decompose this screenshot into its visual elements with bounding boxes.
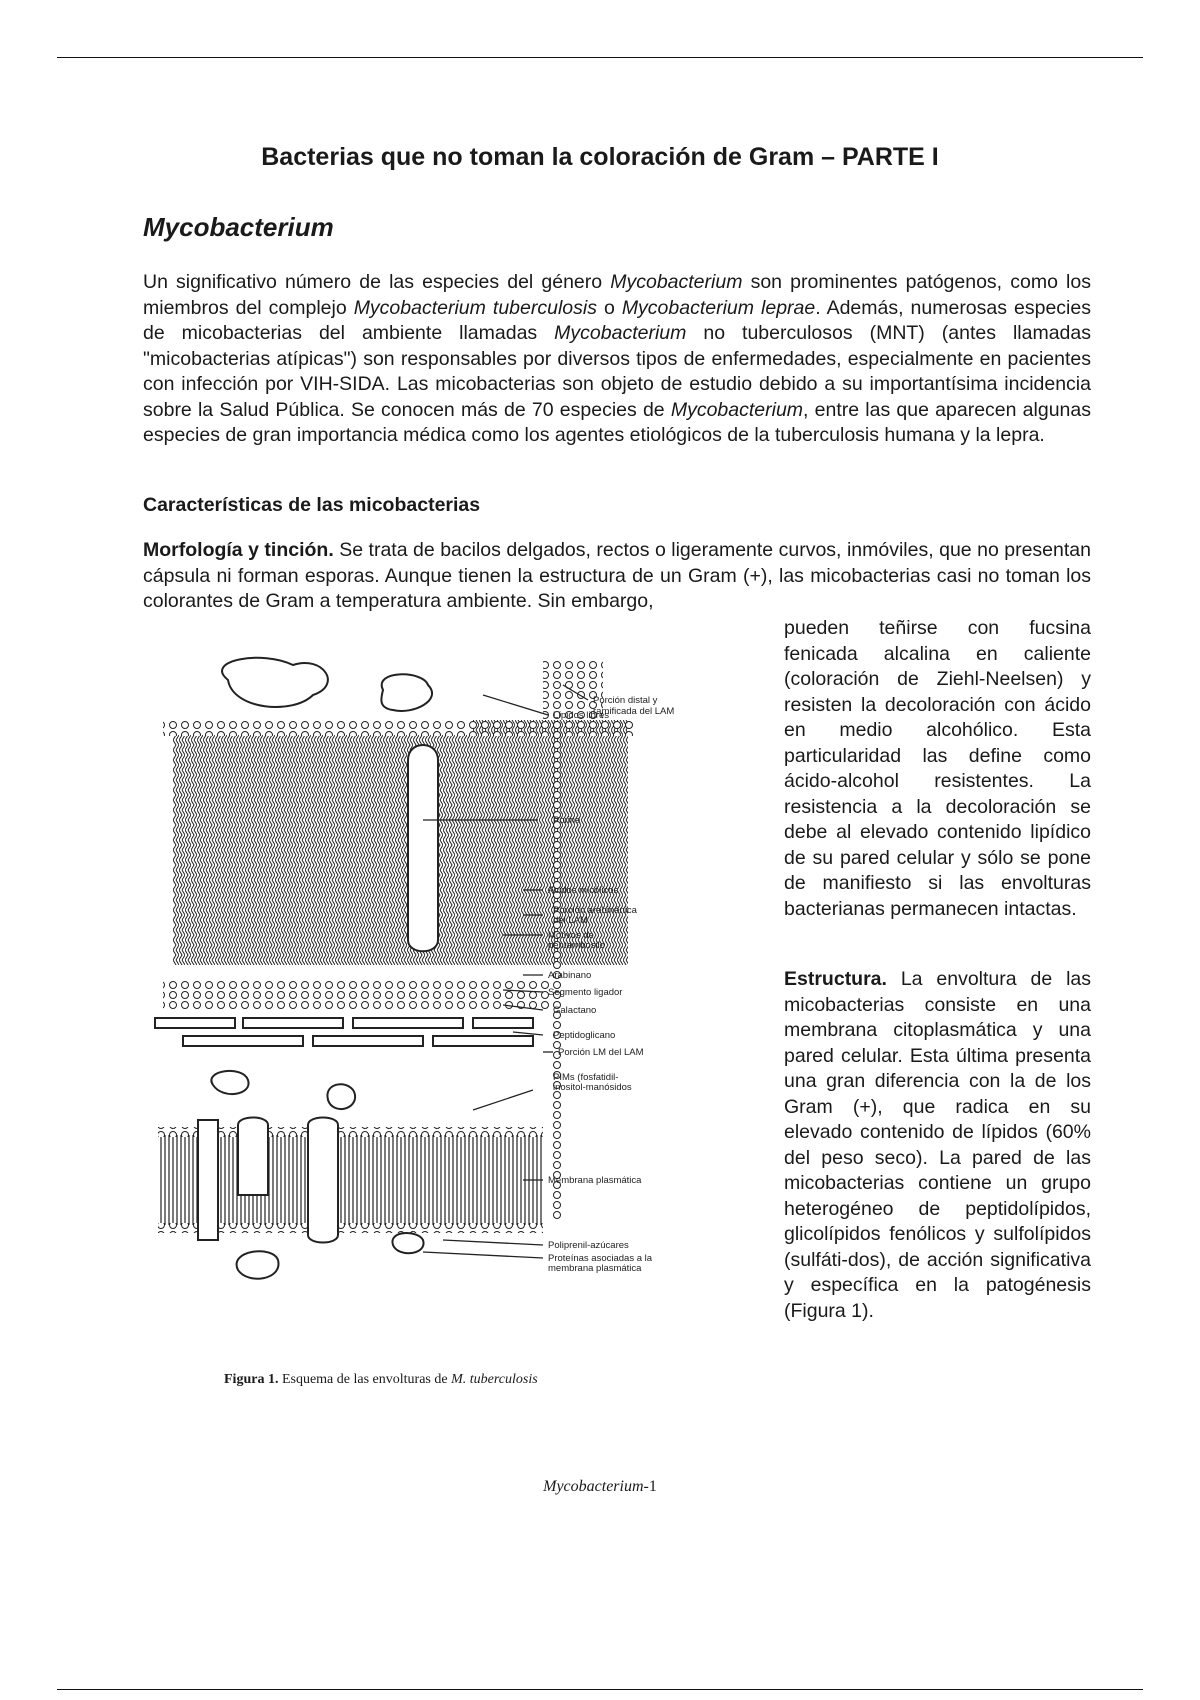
- estructura-paragraph: Estructura. La envoltura de las micobacterias consiste en una membrana citoplasmática y una pared celular. Esta última presenta una gran diferencia con la de los Gram (+), que radica en su elevado contenido de lípidos (60% del peso seco). La pared de las micobacterias contiene un grupo heterogéneo de peptidolípidos, glicolípidos fenólicos y sulfolípidos (sulfáti-dos), de acción significativa y específica en la patogénesis (Figura 1).: [784, 968, 1091, 1322]
- label-acidos: Acidos micólicos: [548, 885, 619, 896]
- bottom-rule: [57, 1689, 1143, 1690]
- page-title: Bacterias que no toman la coloración de Gram – PARTE I: [261, 143, 939, 171]
- label-poliprenil: Poliprenil-azúcares: [548, 1240, 629, 1251]
- section-heading: Mycobacterium: [143, 212, 334, 242]
- label-arabinanica-2: del LAM: [553, 915, 588, 926]
- cell-envelope-figure: [143, 640, 753, 1350]
- label-galactano: Galactano: [553, 1005, 597, 1016]
- page-number: Mycobacterium-1: [543, 1478, 657, 1495]
- subheading: Características de las micobacterias: [143, 494, 481, 516]
- label-segmento: Segmento ligador: [548, 987, 623, 998]
- morfologia-paragraph: Morfología y tinción. Se trata de bacilos delgados, rectos o ligeramente curvos, inmóviles, que no presentan cápsula ni forman esporas. Aunque tienen la estructura de un Gram (+), las micobacterias casi no toman los colorantes de Gram a temperatura ambiente. Sin embargo,: [143, 539, 1091, 612]
- label-motivos: Motivos de: [548, 930, 594, 941]
- label-proteinas-2: membrana plasmática: [548, 1263, 642, 1274]
- label-lam-distal: Porción distal y: [593, 695, 658, 706]
- label-pims-2: inositol-manósidos: [553, 1082, 632, 1093]
- label-arabinanica: Porción arabinánica: [553, 905, 637, 916]
- peptidoglycan-layer: [155, 1018, 533, 1046]
- label-proteinas: Proteínas asociadas a la: [548, 1253, 653, 1264]
- label-motivos-2: pentarribosilo: [548, 940, 606, 951]
- label-lm: Porción LM del LAM: [558, 1047, 644, 1058]
- cell-envelope-diagram: [143, 640, 753, 1350]
- label-lipidos: Lípidos libres: [553, 710, 609, 721]
- label-arabinano: Arabinano: [548, 970, 592, 981]
- label-lam-distal-2: ramificada del LAM: [593, 706, 675, 717]
- estructura-label: Estructura.: [784, 968, 887, 990]
- label-peptidoglicano: Peptidoglicano: [553, 1030, 616, 1041]
- intro-paragraph: Un significativo número de las especies del género Mycobacterium son prominentes patógenos, como los miembros del complejo Mycobacterium tuberculosis o Mycobacterium leprae. Además, numerosas especies de micobacterias del ambiente llamadas Mycobacterium no tuberculosos (MNT) (antes llamadas "micobacterias atípicas") son responsables por diversos tipos de enfermedades, especialmente en pacientes con infección por VIH-SIDA. Las micobacterias son objeto de estudio debido a su importantísima incidencia sobre la Salud Pública. Se conocen más de 70 especies de Mycobacterium, entre las que aparecen algunas especies de gran importancia médica como los agentes etiológicos de la tuberculosis humana y la lepra.: [143, 271, 1091, 446]
- figure-caption: Figura 1. Esquema de las envolturas de M. tuberculosis: [224, 1372, 538, 1387]
- label-pims: PIMs (fosfatidil-: [553, 1072, 619, 1083]
- plasma-membrane: [158, 1118, 543, 1243]
- morfologia-continuation: pueden teñirse con fucsina fenicada alcalina en caliente (coloración de Ziehl-Neelsen) y resisten la decoloración con ácido en medio alcohólico. Esta particularidad las define como ácido-alcohol resistentes. La resistencia a la decoloración se debe al elevado contenido lipídico de su pared celular y sólo se pone de manifiesto si las envolturas bacterianas permanecen intactas.: [784, 617, 1091, 920]
- mycolic-acid-layer: [163, 720, 633, 965]
- top-rule: [57, 57, 1143, 58]
- label-membrana: Membrana plasmática: [548, 1175, 642, 1186]
- label-porina: Porina: [553, 815, 581, 826]
- morfologia-label: Morfología y tinción.: [143, 539, 334, 561]
